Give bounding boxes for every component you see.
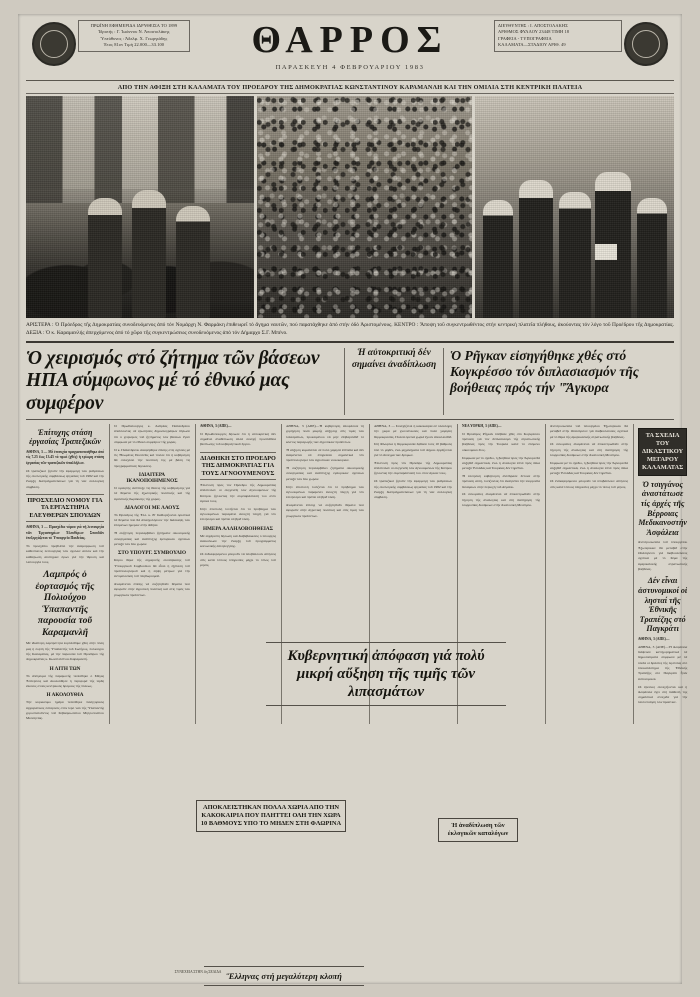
col2-para-3: Ὁ ὁμιλητής ἀνέπτυξε τίς θέσεις τῆς κυβέρνησης γιά τά θέματα τῆς ἐξωτερικῆς πολιτικῆς καί τῆς ἀμυντικῆς θωράκισης τῆς χώρας. bbox=[114, 485, 190, 501]
col1-dateline-2: ΑΘΗΝΑ, 3 — Προσχέδιο νόμου γιά τή λειτουργία τῶν Ἐργαστηρίων Ἐλευθέρων Σπουδῶν ἐπεξεργάζεται τό Ὑπουργεῖο Παιδείας. bbox=[26, 525, 104, 541]
col8-head-bank-robbers[interactable]: Δέν εἶναι ἀστυνομικοί οἱ λησταί τῆς Ἐθνικῆς Τραπέζης στό Παγκράτι bbox=[638, 576, 688, 634]
masthead-left-line-3: Ύπεύθυνος : Άδελφ. Χ. Γεωργιάδης bbox=[100, 35, 168, 41]
col3-para-4: Μέ εὐχάριστη δήλωση καί διαβεβαιώσεις ὁ ὑπουργός ἀνακοίνωσε τήν ἔναρξη τοῦ προγράμματος κοινωνικῆς ἀλληλεγγύης. bbox=[200, 533, 276, 549]
headline-main-bases[interactable]: Ὁ χειρισμός στό ζήτημα τῶν βάσεων ΗΠΑ σύμφωνος μέ τό ἐθνικό μας συμφέρον bbox=[26, 348, 320, 414]
col5-para-2: Στή Φλώρινα ἡ θερμοκρασία ἔφθασε τούς 10 βαθμούς ὑπό τό μηδέν, ἐνῶ μηχανήματα τοῦ Δήμου ἐργάζονται γιά τό ἄνοιγμα τῶν δρόμων. bbox=[374, 442, 452, 457]
col3-para-2: Ἐπιστολή πρός τόν Πρόεδρο τῆς Δημοκρατίας ἀπέστειλαν οἱ συγγενεῖς τῶν ἀγνοουμένων τῆς Κύπρου ζητώντας τήν συμπαράστασή του στόν ἀγώνα τους. bbox=[200, 483, 276, 504]
photo-banner bbox=[26, 96, 674, 318]
headline-band bbox=[26, 348, 674, 420]
col1-para-5: Τήν κυριώνυμο ἡμέρα τελέσθηκε πανηγυρικός ἀρχιερατικός ἑσπερινός στόν ἱερό ναό τῆς Ὑπαπαντῆς χοροστατοῦντος τοῦ Σεβασμιωτάτου Μητροπολίτου Μεσσηνίας. bbox=[26, 700, 104, 721]
col7-para-2: Οἱ συνομιλίες ἀναμένεται νά ἐπικεντρωθοῦν στήν τήρηση τῆς ἀναλογίας καί στή διατήρηση τῆς ἰσορροπίας δυνάμεων στήν Ἀνατολική Μεσόγειο. bbox=[550, 442, 628, 457]
col3-para-3: Στήν ἐπιστολή τονίζεται ὅτι τό πρόβλημα τῶν ἀγνοουμένων παραμένει ἀνοιχτή πληγή γιά τόν ἑλληνισμό καί πρέπει νά βρεῖ λύση. bbox=[200, 506, 276, 522]
headline-self-criticism[interactable]: Ἡ αὐτοκριτική δέν σημαίνει ἀναδίπλωση bbox=[351, 348, 437, 370]
col5-para-1: ΑΘΗΝΑ, 3 — Συνεχίζεται ἡ κακοκαιρία σέ ὁλόκληρη τήν χώρα μέ χιονοπτώσεις καί πολύ χαμηλές θερμοκρασίες. Πολλά ὀρεινά χωριά ἔχουν ἀποκλεισθεῖ. bbox=[374, 423, 453, 439]
col7-para-1: Ἀντιπροσωπεία τοῦ ὑπουργείου Ἐξωτερικῶν θά μεταβεῖ στήν Οὐάσιγκτον γιά διαβουλεύσεις σχετικά μέ τό θέμα τῆς ἀμερικανικῆς στρατιωτικῆς βοήθειας. bbox=[550, 423, 628, 439]
newspaper-sheet bbox=[18, 14, 688, 984]
continuation-note: ΣΥΝΕΧΕΙΑ ΣΤΗΝ 4η ΣΕΛΙΔΑ bbox=[174, 970, 222, 974]
col6-dateline: ΝΕΑ ΥΟΡΚΗ, 3 (ΑΠΕ)— bbox=[462, 423, 502, 428]
column-7 bbox=[545, 424, 628, 724]
col2-subhead-3: ΣΤΟ ΥΠΟΥΡΓ. ΣΥΜΒΟΥΛΙΟ bbox=[118, 550, 186, 557]
photo-president-departing bbox=[475, 96, 674, 318]
col3-head-missing-persons[interactable]: ΔΙΑΘΗΚΗ ΣΤΟ ΠΡΟΕΔΡΟ ΤΗΣ ΔΗΜΟΚΡΑΤΙΑΣ ΓΙΑ ΤΟΥΣ ΑΓΝΟΟΥΜΕΝΟΥΣ bbox=[200, 452, 276, 480]
col2-para-7: Ἀναμένεται ἐπίσης νά συζητηθοῦν θέματα πού ἀφοροῦν στήν ἀγροτική πολιτική καί στίς τιμές τῶν γεωργικῶν προϊόντων. bbox=[114, 581, 190, 597]
col1-para-1: Οἱ τραπεζικοί ζητοῦν τήν ἐφαρμογή τῶν ρυθμίσεων τῆς συλλογικῆς συμβάσεως ἐργασίας τοῦ 1982 καί τήν ἔναρξη διαπραγματεύσεων γιά τή νέα συλλογική σύμβαση. bbox=[26, 468, 104, 489]
col8-dateline: ΑΘΗΝΑ, 3 (ΑΠΕ)— bbox=[638, 636, 670, 641]
col8-head-courthouse-plans[interactable]: ΤΑ ΣΧΕΔΙΑ ΤΟΥ ΔΙΚΑΣΤΙΚΟΥ ΜΕΓΑΡΟΥ ΚΑΛΑΜΑΤΑΣ bbox=[638, 428, 687, 476]
col7-para-3: Σύμφωνα μέ τό σχέδιο, ἡ βοήθεια πρός τήν Ἄγκυρα θά αὐξηθεῖ σημαντικά, ἐνῶ ἡ ἀναλογία ἑπτά πρός δέκα μεταξύ Ἑλλάδας καί Τουρκίας δέν τηρεῖται. bbox=[550, 460, 628, 476]
col3-dateline: ΑΘΗΝΑ, 3 (ΑΠΕ)— bbox=[200, 423, 232, 428]
col1-head-ypapanti[interactable]: Λαμπρός ὁ ἑορτασμός τῆς Πολιούχου Ὑπαπαντῆς παρουσία τοῦ Καραμανλῆ bbox=[35, 569, 95, 638]
photo-president-inspecting-naval-guard bbox=[26, 96, 254, 318]
masthead-left-line-1: ΠΡΩΪΝΗ ΕΦΗΜΕΡΙΔΑ ΙΔΡΥΘΕΙΣΑ ΤΟ 1899 bbox=[90, 23, 178, 28]
col4-para-1: ΑΘΗΝΑ, 3 (ΑΠΕ)—Ἡ κυβέρνηση ἀποφάσισε τή χορήγηση πολύ μικρῆς αὔξησης στίς τιμές τῶν λιπασμάτων, προκειμένου νά μήν ἐπιβαρυνθεῖ τό κόστος παραγωγῆς τῶν ἀγροτικῶν προϊόντων. bbox=[286, 423, 364, 444]
col1-dateline: ΑΘΗΝΑ, 3 — Μέ ἐπιτυχία πραγματοποιήθηκε ἀπό τίς 7.25 ἕως 13.45 τό πρωί (χθές) ἡ τρίωρη στάση ἐργασίας τῶν τραπεζικῶν ὑπαλλήλων. bbox=[26, 449, 104, 465]
col2-subhead-2: ΔΙΑΛΟΓΟΙ ΜΕ ΛΑΟΥΣ bbox=[124, 504, 180, 511]
masthead-right-line-1: ΔΙΕΥΘΥΝΤΗΣ : Ι. ΑΠΟΣΤΟΛΑΚΗΣ bbox=[498, 23, 568, 28]
masthead-left-line-2: Ίδρυτής : Γ. Ίωάννου Ν. Άποστολάκης bbox=[98, 29, 170, 35]
column-1 bbox=[26, 424, 104, 724]
col1-head-bank-strike[interactable]: Ἐπίτυχης στάση ἐργασίας Τραπεζικῶν bbox=[29, 427, 101, 447]
issue-date: ΠΑΡΑΣΚΕΥΗ 4 ΦΕΒΡΟΥΑΡΙΟΥ 1983 bbox=[275, 64, 425, 71]
photo-crowd-central-square bbox=[257, 96, 472, 318]
col8-para-1: Ἀντιπροσωπεία τοῦ ὑπουργείου Ἐξωτερικῶν θά μεταβεῖ στήν Οὐάσιγκτον γιά διαβουλεύσεις σχετικά μέ τό θέμα τῆς ἀμερικανικῆς στρατιωτικῆς βοήθειας. bbox=[638, 540, 688, 571]
headline-reagan-congress[interactable]: Ὁ Ρῆγκαν εἰσηγήθηκε χθές στό Κογκρέσσο τόν διπλασιασμόν τῆς βοήθειας πρός τήν "Ἄγκυρα bbox=[450, 348, 639, 395]
col2-para-4: Τό Πρόεδρος τῆς Ἑλλ. κ. Θ΄ Καθορίζονται ὁριστικά τά θέματα πού θά ἀπασχολήσουν τήν διάσκεψη τῶν ἑπόμενων ἡμερῶν στήν Ἀθήνα. bbox=[114, 512, 190, 528]
col1-para-4: Τό ἀπόγευμα τῆς παραμονῆς τελέσθηκε ὁ Μέγας Ἑσπερινός καί ἀκολούθησε ἡ περιφορά τῆς ἱερᾶς εἰκόνος στούς κεντρικούς δρόμους τῆς πόλεως. bbox=[26, 673, 104, 689]
col6-para-2: Σύμφωνα μέ τό σχέδιο, ἡ βοήθεια πρός τήν Ἄγκυρα θά αὐξηθεῖ σημαντικά, ἐνῶ ἡ ἀναλογία ἑπτά πρός δέκα μεταξύ Ἑλλάδας καί Τουρκίας δέν τηρεῖται. bbox=[462, 455, 540, 471]
col8-head-gypsy-veroia[interactable]: Ὁ τσιγγάνος ἀναστάτωσε τίς ἀρχές τῆς Βέρροιας Μεδικανοστήν Ἀσφάλεια bbox=[638, 479, 687, 537]
col6-para-3: Ἡ ἑλληνική κυβέρνηση ἀντέδρασε ἔντονα στήν πρόταση αὐτή, τονίζοντας ὅτι ἀνατρέπει τήν ἰσορροπία δυνάμεων στήν περιοχή τοῦ Αἰγαίου. bbox=[462, 474, 540, 489]
center-feature-fertilizer-head[interactable]: Κυβερνητική ἀπόφαση γιά πολύ μικρή αὔξηση τῆς τιμῆς τῶν λιπασμάτων bbox=[266, 642, 506, 706]
center-feature-theft-head[interactable]: Ἕλληνας στή μεγαλύτερη κλοπή bbox=[204, 966, 364, 986]
photo-banner-caption-top: ΑΠΟ ΤΗΝ ΑΦΙΞΗ ΣΤΗ ΚΑΛΑΜΑΤΑ ΤΟΥ ΠΡΟΕΔΡΟΥ ΤΗΣ ΔΗΜΟΚΡΑΤΙΑΣ ΚΩΝΣΤΑΝΤΙΝΟΥ ΚΑΡΑΜΑΝΛΗ ΚΑΙ ΤΗΝ ΟΜΙΛΙΑ ΣΤΗ ΚΕΝΤΡΙΚΗ ΠΛΑΤΕΙΑ bbox=[26, 84, 674, 94]
column-3 bbox=[195, 424, 276, 724]
col3-subhead-1: ΗΜΕΡΑ ΑΛΛΗΛΟΒΟΗΘΕΙΑΣ bbox=[202, 525, 274, 532]
col4-para-4: Στήν ἐπιστολή τονίζεται ὅτι τό πρόβλημα τῶν ἀγνοουμένων παραμένει ἀνοιχτή πληγή γιά τόν ἑλληνισμό καί πρέπει νά βρεῖ λύση. bbox=[286, 484, 364, 500]
col3-para-1: Ὁ Πρωθυπουργός δήλωσε ὅτι ἡ αὐτοκριτική δέν σημαίνει ἀναδίπλωση ἀλλά συνεχῆ προσπάθεια βελτίωσης τοῦ κυβερνητικοῦ ἔργου. bbox=[200, 431, 276, 447]
col1-head-free-studies[interactable]: ΠΡΟΣΧΕΔΙΟ ΝΟΜΟΥ ΓΙΑ ΤΑ ΕΡΓΑΣΤΗΡΙΑ ΕΛΕΥΘΕΡΩΝ ΣΠΟΥΔΩΝ bbox=[26, 494, 104, 522]
col3-para-5: Οἱ ἐνδιαφερόμενοι μποροῦν νά ὑποβάλλουν αἰτήσεις στίς κατά τόπους ὑπηρεσίες μέχρι τό τέλος τοῦ μηνός. bbox=[200, 552, 276, 567]
col2-para-6: Κύριο θέμα τῆς σημερινῆς συνεδρίασης τοῦ Ὑπουργικοῦ Συμβουλίου θά εἶναι ἡ ἐξέταση τοῦ προϋπολογισμοῦ καί ἡ λήψη μέτρων γιά τήν ἀντιμετώπιση τοῦ πληθωρισμοῦ. bbox=[114, 558, 190, 579]
col1-para-2: Τό προσχέδιο προβλέπει τήν ἀναμόρφωση τοῦ καθεστῶτος λειτουργίας τῶν σχολῶν αὐτῶν καί τήν καθιέρωση αὐστηρῶν ὅρων γιά τήν ἵδρυση καί λειτουργία τους. bbox=[26, 544, 104, 564]
col4-para-5: Ἀναμένεται ἐπίσης νά συζητηθοῦν θέματα πού ἀφοροῦν στήν ἀγροτική πολιτική καί στίς τιμές τῶν γεωργικῶν προϊόντων. bbox=[286, 502, 364, 518]
col4-para-3: Ἡ συζήτηση περιλαμβάνει ζητήματα οἰκονομικῆς συνεργασίας καί ἀνάπτυξης ἐμπορικῶν σχέσεων μεταξύ τῶν δύο χωρῶν. bbox=[286, 466, 364, 481]
col1-subhead-1: Η ΛΙΤΗ ΤΩΝ bbox=[49, 665, 81, 672]
masthead-right-line-4: ΚΑΛΑΜΑΤΑ—ΣΤΑΔΙΟΥ ΑΡΙΘ. 49 bbox=[498, 42, 566, 48]
headline-right-wrap bbox=[444, 348, 674, 415]
masthead-right-line-3: ΓΡΑΦΕΙΑ - ΤΥΠΟΓΡΑΦΕΙΑ bbox=[498, 35, 552, 41]
electoral-rolls-head[interactable]: Ἡ ἀναδίπλωση τῶν ἐκλογικῶν καταλόγων bbox=[438, 818, 518, 842]
column-2 bbox=[109, 424, 190, 724]
col2-para-5: Ἡ συζήτηση περιλαμβάνει ζητήματα οἰκονομικῆς συνεργασίας καί ἀνάπτυξης ἐμπορικῶν σχέσεων μεταξύ τῶν δύο χωρῶν. bbox=[114, 531, 190, 546]
col8-para-3: Οἱ ἔρευνες συνεχίζονται καί ἡ Ἀσφάλεια ἔχει στή διάθεσή της σημαντικά στοιχεῖα γιά τήν ταυτοποίηση τῶν δραστῶν. bbox=[638, 684, 688, 705]
col1-para-3: Μέ ἰδιαίτερη λαμπρότητα ἑορτάσθηκε χθές στήν πόλη μας ἡ ἑορτή τῆς Ὑπαπαντῆς τοῦ Σωτῆρος, πολιούχου τῆς Καλαμάτας, μέ τήν παρουσία τοῦ Προέδρου τῆς Δημοκρατίας κ. Κωνσταντίνου Καραμανλῆ. bbox=[26, 641, 104, 662]
masthead-left-line-4: Έτος 81ον Τιμή 22.000—33.100 bbox=[103, 42, 165, 48]
center-feature-weather-head[interactable]: ΑΠΟΚΛΕΙΣΤΗΚΑΝ ΠΟΛΛΑ ΧΩΡΙΑ ΑΠΟ ΤΗΝ ΚΑΚΟΚΑΙΡΙΑ ΠΟΥ ΠΛΗΤΤΕΙ ΟΛΗ ΤΗΝ ΧΩΡΑ 10 ΒΑΘΜΟΥΣ ΥΠΟ ΤΟ ΜΗΔΕΝ ΣΤΗ ΦΛΩΡΙΝΑ bbox=[196, 800, 346, 832]
masthead-right-info bbox=[494, 20, 622, 52]
col1-subhead-2: Η ΑΚΟΛΟΥΘΙΑ bbox=[46, 692, 84, 699]
col2-para-2: Ὁ κ. Παπανδρέου ἀναφέρθηκε ἐπίσης στίς σχέσεις μέ τίς Ἡνωμένες Πολιτεῖες καί τόνισε ὅτι ἡ κυβέρνηση θά συνεχίσει τήν πολιτική της μέ βάση τίς προγραμματικές δηλώσεις. bbox=[114, 447, 190, 468]
col2-para-1: Ὁ Πρωθυπουργός κ. Ἀνδρέας Παπανδρέου ἀπαντώντας σέ ἐρωτήσεις δημοσιογράφων δήλωσε ὅτι ὁ χειρισμός τοῦ ζητήματος τῶν βάσεων ἔγινε σύμφωνα μέ τό ἐθνικό συμφέρον τῆς χώρας. bbox=[114, 423, 190, 444]
center-feature-weather bbox=[196, 796, 346, 836]
masthead-right-line-2: ΑΡΙΘΜΟΣ ΦΥΛΛΟΥ 23448 ΤΙΜΗ 18 bbox=[498, 29, 570, 35]
masthead bbox=[26, 18, 674, 81]
col5-para-4: Οἱ τραπεζικοί ζητοῦν τήν ἐφαρμογή τῶν ρυθμίσεων τῆς συλλογικῆς συμβάσεως ἐργασίας τοῦ 1982 καί τήν ἔναρξη διαπραγματεύσεων γιά τή νέα συλλογική σύμβαση. bbox=[374, 479, 452, 500]
col5-para-3: Ἐπιστολή πρός τόν Πρόεδρο τῆς Δημοκρατίας ἀπέστειλαν οἱ συγγενεῖς τῶν ἀγνοουμένων τῆς Κύπρου ζητώντας τήν συμπαράστασή του στόν ἀγώνα τους. bbox=[374, 460, 452, 476]
col4-para-2: Ἡ αὔξηση κυμαίνεται σέ πολύ χαμηλά ἐπίπεδα καί δέν ἀναμένεται νά ἐπηρεάσει σημαντικά τόν προϋπολογισμό τῶν ἀγροτικῶν νοικοκυριῶν. bbox=[286, 447, 364, 463]
continuation-note-wrap bbox=[138, 966, 258, 980]
photo-banner-caption-bottom: ΑΡΙΣΤΕΡΑ : Ὁ Πρόεδρος τῆς Δημοκρατίας συνοδευόμενος ἀπό τόν Νομάρχη Ν. Φαρμάκη ἐπιθεωρεῖ τό ἄγημα ναυτῶν, πού παρατάχθηκε ἀπό στήν ὁδό Ἀριστομένους. ΚΕΝΤΡΟ : Ἄποψη τοῦ συγκεντρωθέντος στήν κεντρική πλατεῖα πλήθους, ἀκούοντας τόν λόγο τοῦ Προέδρου τῆς Δημοκρατίας. ΔΕΞΙΑ : Ὁ κ. Καραμανλής ἀπερχόμενος ἀπό τό χῶρο τῆς συγκεντρώσεως συνοδευόμενος ἀπό τόν Δήμαρχο Σ.Γ. Μπένο. bbox=[26, 321, 674, 343]
col7-para-4: Οἱ ἐνδιαφερόμενοι μποροῦν νά ὑποβάλλουν αἰτήσεις στίς κατά τόπους ὑπηρεσίες μέχρι τό τέλος τοῦ μηνός. bbox=[550, 479, 628, 489]
column-8 bbox=[633, 424, 687, 724]
col2-subhead-1: ΙΔΙΑΙΤΕΡΑ ΙΚΑΝΟΠΟΙΗΜΕΝΟΣ bbox=[126, 471, 178, 484]
col8-para-2: ΑΘΗΝΑ, 3 (ΑΠΕ)—Ἡ Ἀσφάλεια διέψευσε κατηγορηματικά τά δημοσιεύματα σύμφωνα μέ τά ὁποῖα οἱ δράστες τῆς ληστείας στό ὑποκατάστημα τῆς Ἐθνικῆς Τραπέζης στό Παγκράτι ἦταν ἀστυνομικοί. bbox=[638, 644, 688, 681]
newspaper-title: ΘΑΡΡΟΣ bbox=[251, 19, 449, 61]
electoral-rolls-box bbox=[438, 814, 518, 846]
center-feature-fertilizer bbox=[266, 638, 506, 710]
headline-middle-wrap bbox=[345, 348, 444, 415]
col6-para-4: Οἱ συνομιλίες ἀναμένεται νά ἐπικεντρωθοῦν στήν τήρηση τῆς ἀναλογίας καί στή διατήρηση τῆς ἰσορροπίας δυνάμεων στήν Ἀνατολική Μεσόγειο. bbox=[462, 492, 540, 508]
headline-left-wrap bbox=[26, 348, 345, 415]
col6-para-1: Ὁ Πρόεδρος Ρῆγκαν ὑπέβαλε χθές στό Κογκρέσσο πρόταση γιά τόν διπλασιασμό τῆς στρατιωτικῆς βοήθειας πρός τήν Τουρκία κατά τό ἑπόμενο οἰκονομικό ἔτος. bbox=[462, 431, 540, 452]
